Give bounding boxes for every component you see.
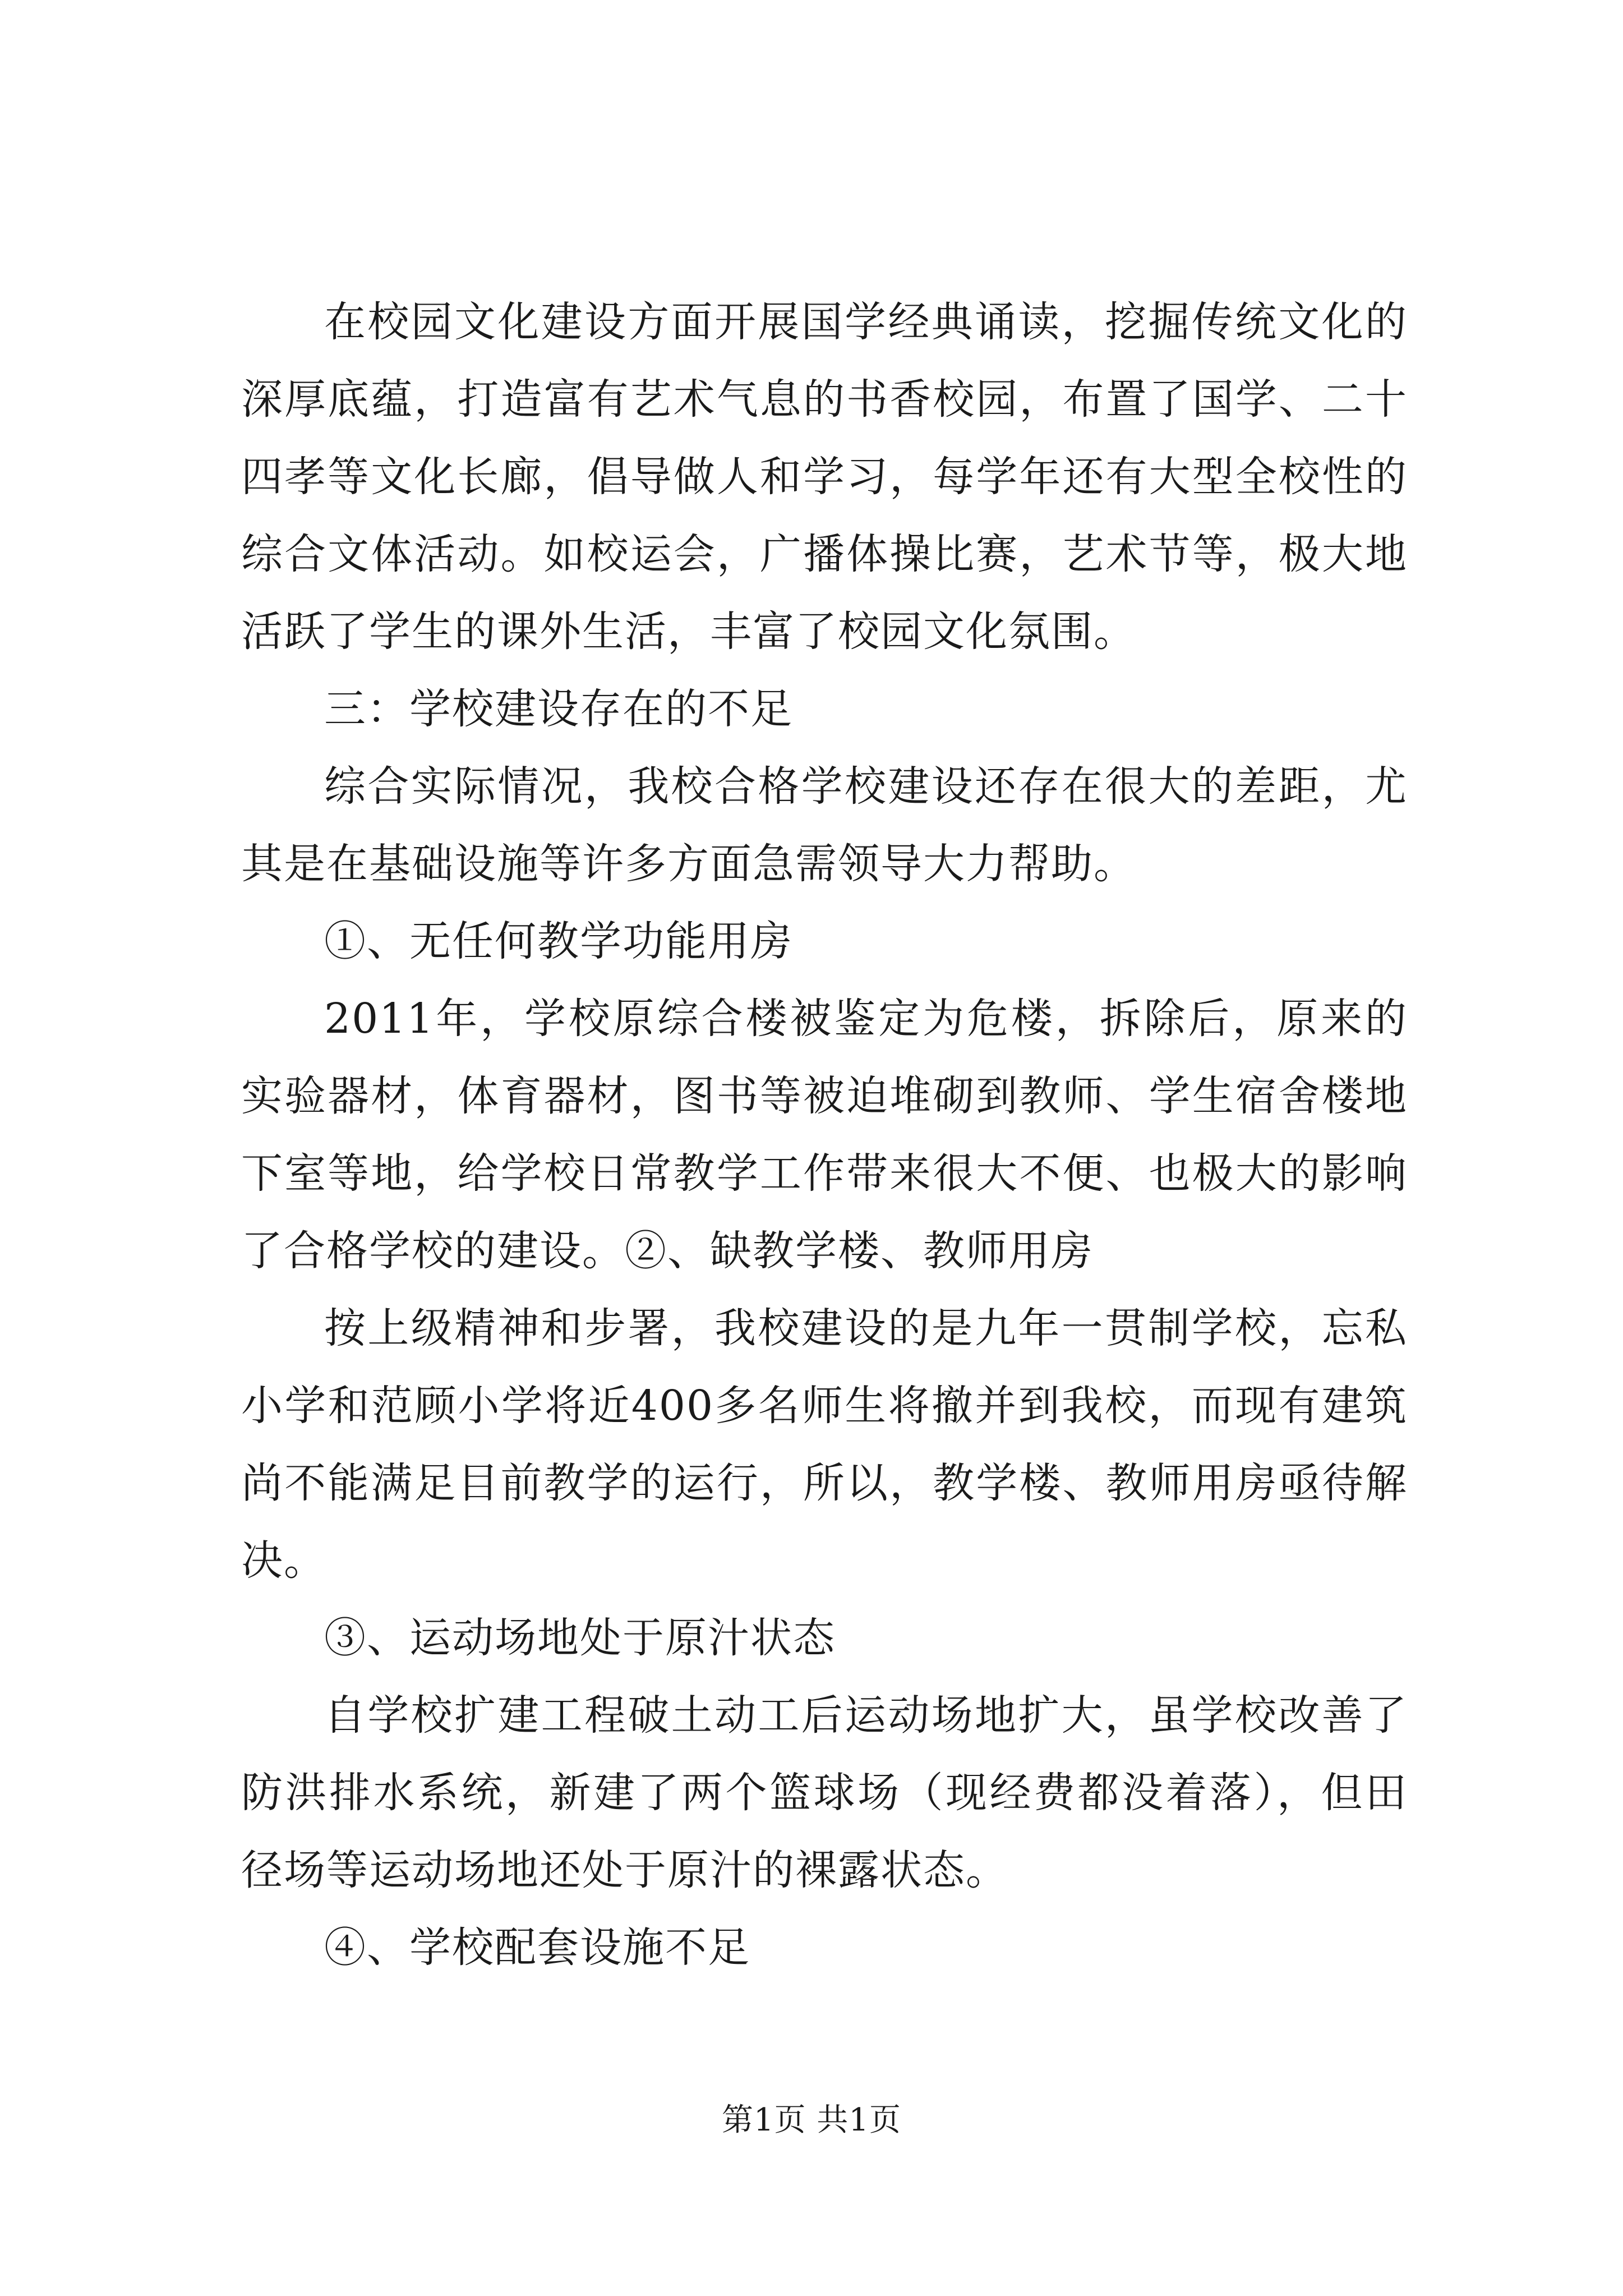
paragraph-school-merger: 按上级精神和步署，我校建设的是九年一贯制学校，忘私小学和范顾小学将近400多名师生将撤并到我校，而现有建筑尚不能满足目前教学的运行，所以，教学楼、教师用房亟待解决。 — [241, 1304, 1408, 1585]
document-body — [241, 283, 1408, 1986]
paragraph-sports-field: 自学校扩建工程破土动工后运动场地扩大，虽学校改善了防洪排水系统，新建了两个篮球场（现经费都没着落），但田径场等运动场地还处于原汁的裸露状态。 — [241, 1691, 1408, 1894]
paragraph-overall-situation: 综合实际情况，我校合格学校建设还存在很大的差距，尤其是在基础设施等许多方面急需领导大力帮助。 — [241, 762, 1408, 888]
page-footer: 第1页 共1页 — [721, 2102, 902, 2138]
item-heading-facilities: ④、学校配套设施不足 — [324, 1924, 750, 1972]
section-heading-shortcomings: 三：学校建设存在的不足 — [324, 685, 793, 733]
paragraph-building-demolished: 2011年，学校原综合楼被鉴定为危楼，拆除后，原来的实验器材，体育器材，图书等被迫堆砌到教师、学生宿舍楼地下室等地，给学校日常教学工作带来很大不便、也极大的影响了合格学校的建设。②、缺教学楼、教师用房 — [241, 995, 1408, 1275]
paragraph-campus-culture: 在校园文化建设方面开展国学经典诵读，挖掘传统文化的深厚底蕴，打造富有艺术气息的书香校园，布置了国学、二十四孝等文化长廊，倡导做人和学习，每学年还有大型全校性的综合文体活动。如校运会，广播体操比赛，艺术节等，极大地活跃了学生的课外生活，丰富了校园文化氛围。 — [241, 298, 1408, 656]
item-heading-sports-field: ③、运动场地处于原汁状态 — [324, 1614, 836, 1662]
item-heading-no-teaching-rooms: ①、无任何教学功能用房 — [324, 917, 793, 965]
